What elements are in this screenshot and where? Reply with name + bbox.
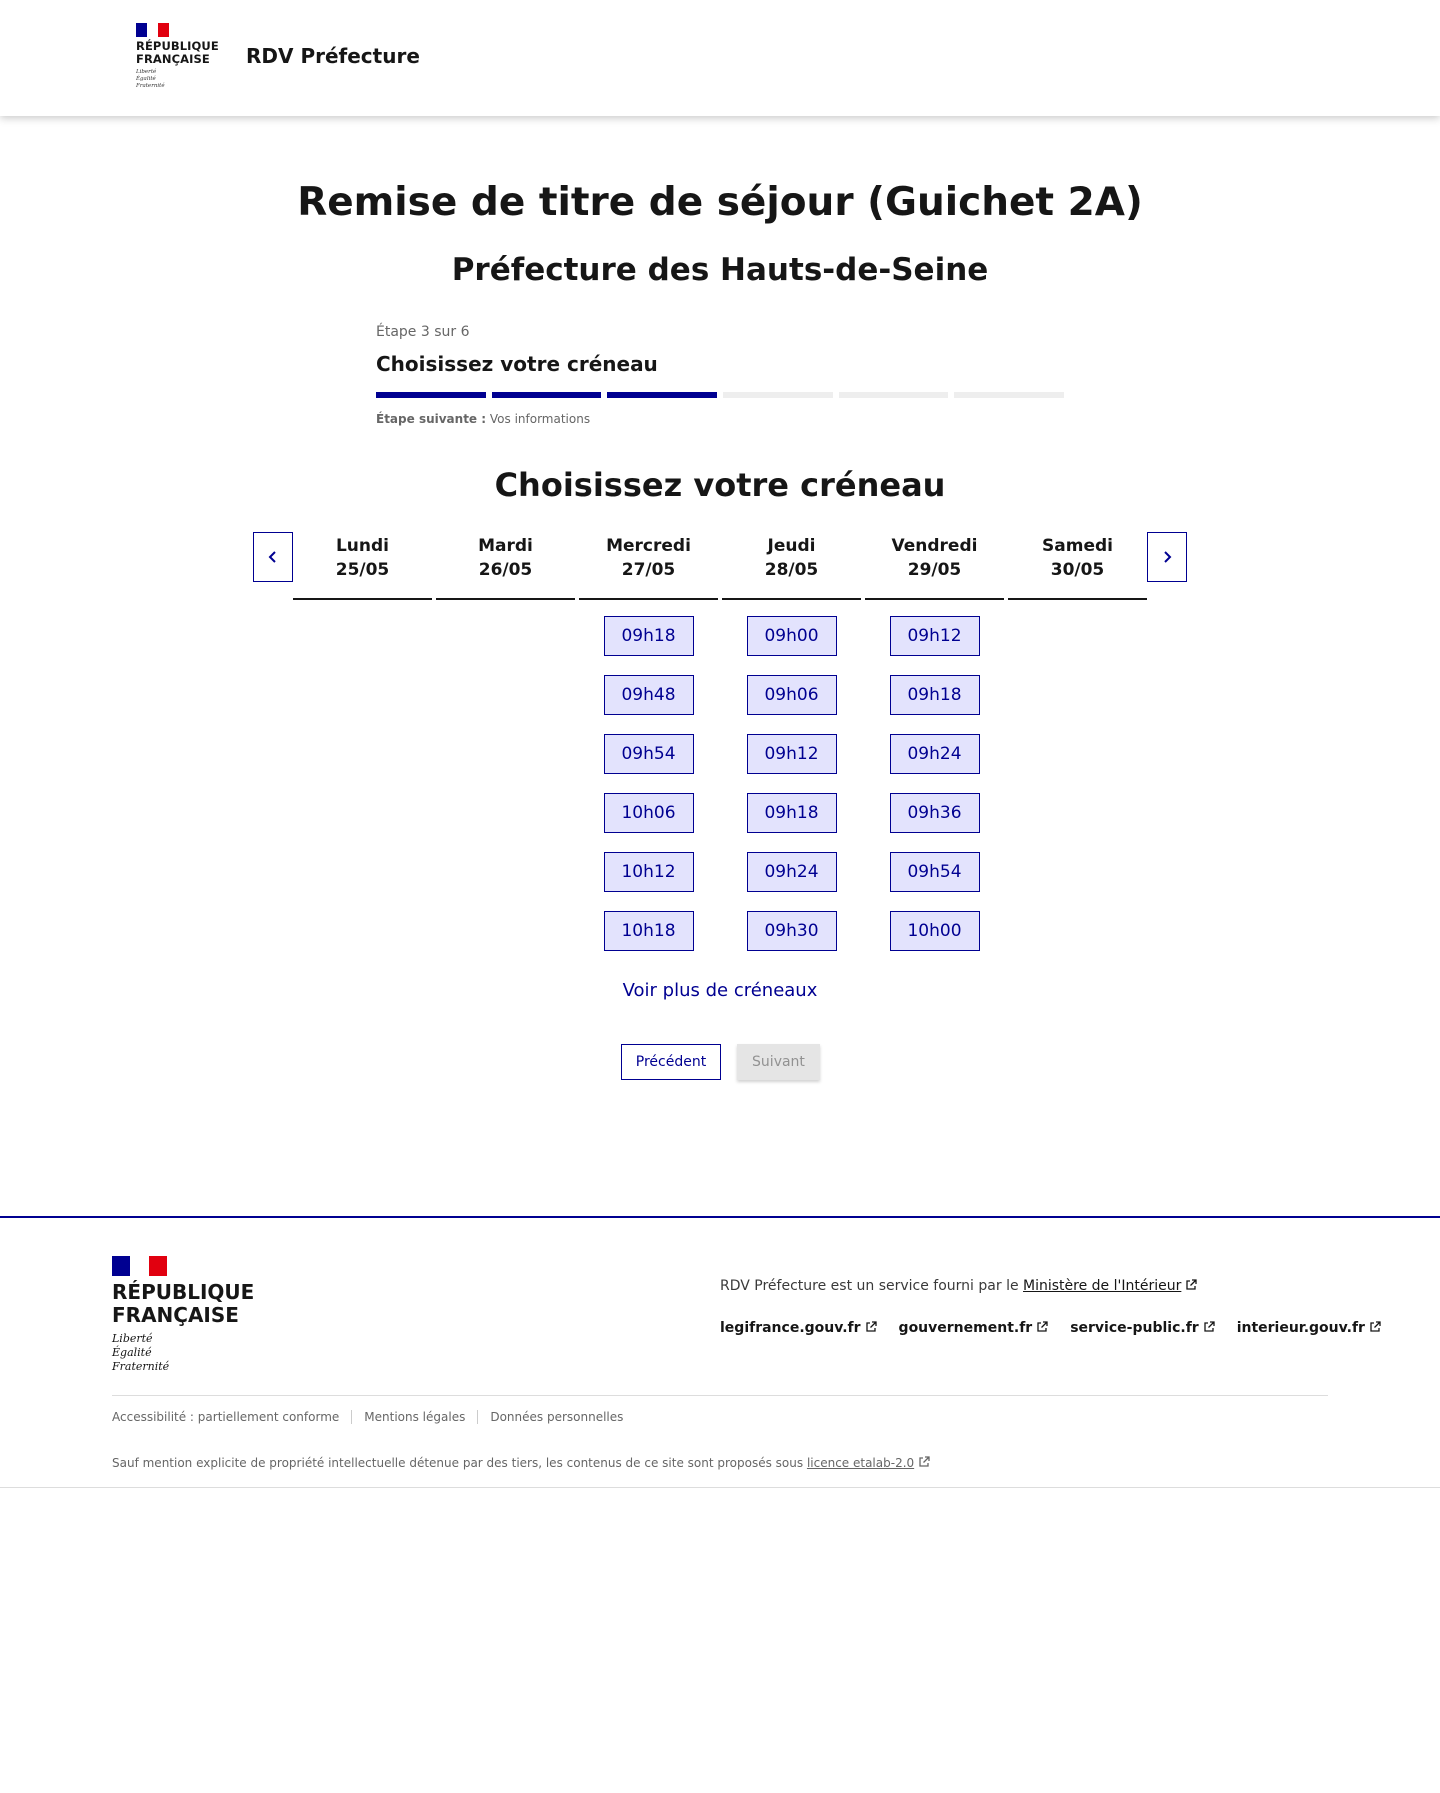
time-slot-button[interactable]: 09h24 — [747, 852, 837, 892]
logo-text: RÉPUBLIQUE FRANÇAISE — [136, 39, 219, 66]
footer-republique-francaise-logo[interactable] — [112, 1256, 254, 1374]
external-link-icon — [865, 1321, 877, 1333]
day-name: Samedi — [1042, 536, 1113, 556]
marianne-flag-icon — [112, 1256, 167, 1276]
license-link[interactable]: licence etalab-2.0 — [807, 1456, 930, 1470]
day-name: Mardi — [478, 536, 533, 556]
footer-license: Sauf mention explicite de propriété intellectuelle détenue par des tiers, les contenus de ce site sont proposés sous licence etalab-2.0 — [112, 1456, 930, 1470]
day-column — [865, 532, 1004, 951]
step-title: Choisissez votre créneau — [376, 352, 658, 376]
ministere-link[interactable]: Ministère de l'Intérieur — [1023, 1278, 1197, 1294]
chevron-right-icon — [1160, 550, 1174, 564]
day-name: Vendredi — [891, 536, 978, 556]
external-link-icon — [1036, 1321, 1048, 1333]
day-header — [293, 532, 432, 600]
chevron-left-icon — [266, 550, 280, 564]
day-column — [1008, 532, 1147, 951]
time-slot-button[interactable]: 09h36 — [890, 793, 980, 833]
day-column — [436, 532, 575, 951]
day-date: 29/05 — [907, 560, 962, 580]
day-date: 30/05 — [1050, 560, 1105, 580]
next-week-button[interactable] — [1147, 532, 1187, 582]
footer-link[interactable]: legifrance.gouv.fr — [720, 1320, 877, 1336]
footer-links — [720, 1320, 1381, 1336]
next-button-disabled[interactable]: Suivant — [737, 1044, 820, 1080]
day-date: 25/05 — [335, 560, 390, 580]
site-footer — [0, 1216, 1440, 1488]
day-header — [579, 532, 718, 600]
calendar-days — [293, 532, 1147, 951]
footer-logo-motto: Liberté Égalité Fraternité — [112, 1332, 170, 1373]
republique-francaise-logo[interactable] — [136, 23, 219, 90]
day-date: 26/05 — [478, 560, 533, 580]
slot-list — [293, 600, 432, 616]
time-slot-button[interactable]: 09h54 — [890, 852, 980, 892]
day-name: Lundi — [335, 536, 390, 556]
day-column — [293, 532, 432, 951]
service-name[interactable]: RDV Préfecture — [246, 44, 420, 68]
external-link-icon — [1185, 1279, 1197, 1291]
footer-bottom-links — [112, 1410, 647, 1424]
external-link-icon — [1369, 1321, 1381, 1333]
stepper — [376, 324, 1064, 426]
external-link-icon — [1203, 1321, 1215, 1333]
slot-list — [1008, 600, 1147, 616]
step-bar — [723, 392, 833, 398]
time-slot-button[interactable]: 10h18 — [604, 911, 694, 951]
step-bar — [839, 392, 949, 398]
day-name: Mercredi — [606, 536, 691, 556]
slot-list — [436, 600, 575, 616]
day-date: 28/05 — [764, 560, 819, 580]
step-bar — [492, 392, 602, 398]
day-header — [436, 532, 575, 600]
time-slot-button[interactable]: 09h30 — [747, 911, 837, 951]
time-slot-button[interactable]: 10h00 — [890, 911, 980, 951]
step-bar — [376, 392, 486, 398]
time-slot-button[interactable]: 09h48 — [604, 675, 694, 715]
footer-link[interactable]: interieur.gouv.fr — [1237, 1320, 1381, 1336]
day-column — [579, 532, 718, 951]
site-header — [0, 0, 1440, 116]
page-title: Remise de titre de séjour (Guichet 2A) — [297, 180, 1143, 225]
day-name: Jeudi — [767, 536, 816, 556]
step-progress — [376, 392, 1064, 398]
previous-week-button[interactable] — [253, 532, 293, 582]
time-slot-button[interactable]: 09h12 — [890, 616, 980, 656]
step-next-value: Vos informations — [489, 412, 591, 426]
time-slot-button[interactable]: 09h06 — [747, 675, 837, 715]
form-actions — [621, 1044, 820, 1080]
logo-motto: Liberté Égalité Fraternité — [136, 69, 165, 89]
time-slot-button[interactable]: 09h18 — [604, 616, 694, 656]
step-next — [376, 412, 1064, 426]
time-slot-button[interactable]: 09h24 — [890, 734, 980, 774]
time-slot-button[interactable]: 09h18 — [747, 793, 837, 833]
footer-divider — [112, 1395, 1328, 1396]
previous-button[interactable]: Précédent — [621, 1044, 721, 1080]
step-bar — [954, 392, 1064, 398]
footer-bottom-link[interactable]: Données personnelles — [490, 1410, 624, 1424]
day-column — [722, 532, 861, 951]
time-slot-button[interactable]: 10h06 — [604, 793, 694, 833]
footer-bottom-link[interactable]: Accessibilité : partiellement conforme — [112, 1410, 352, 1424]
more-slots-link — [0, 980, 1440, 1001]
slot-list — [722, 600, 861, 951]
day-header — [722, 532, 861, 600]
time-slot-button[interactable]: 10h12 — [604, 852, 694, 892]
more-slots-link-text[interactable]: Voir plus de créneaux — [622, 980, 818, 1001]
page-subtitle: Préfecture des Hauts-de-Seine — [451, 252, 989, 288]
day-date: 27/05 — [621, 560, 676, 580]
day-header — [1008, 532, 1147, 600]
marianne-flag-icon — [136, 23, 169, 37]
slot-list — [579, 600, 718, 951]
footer-bottom-link[interactable]: Mentions légales — [364, 1410, 478, 1424]
time-slot-button[interactable]: 09h12 — [747, 734, 837, 774]
day-header — [865, 532, 1004, 600]
footer-logo-text: RÉPUBLIQUE FRANÇAISE — [112, 1280, 255, 1327]
step-bar — [607, 392, 717, 398]
footer-link[interactable]: service-public.fr — [1070, 1320, 1214, 1336]
step-state: Étape 3 sur 6 — [376, 324, 470, 340]
external-link-icon — [918, 1456, 930, 1468]
time-slot-button[interactable]: 09h00 — [747, 616, 837, 656]
step-next-label: Étape suivante : — [376, 412, 487, 426]
slot-list — [865, 600, 1004, 951]
footer-link[interactable]: gouvernement.fr — [899, 1320, 1049, 1336]
time-slot-button[interactable]: 09h18 — [890, 675, 980, 715]
calendar-title: Choisissez votre créneau — [494, 466, 946, 504]
time-slot-button[interactable]: 09h54 — [604, 734, 694, 774]
footer-description: RDV Préfecture est un service fourni par le Ministère de l'Intérieur — [720, 1278, 1197, 1294]
